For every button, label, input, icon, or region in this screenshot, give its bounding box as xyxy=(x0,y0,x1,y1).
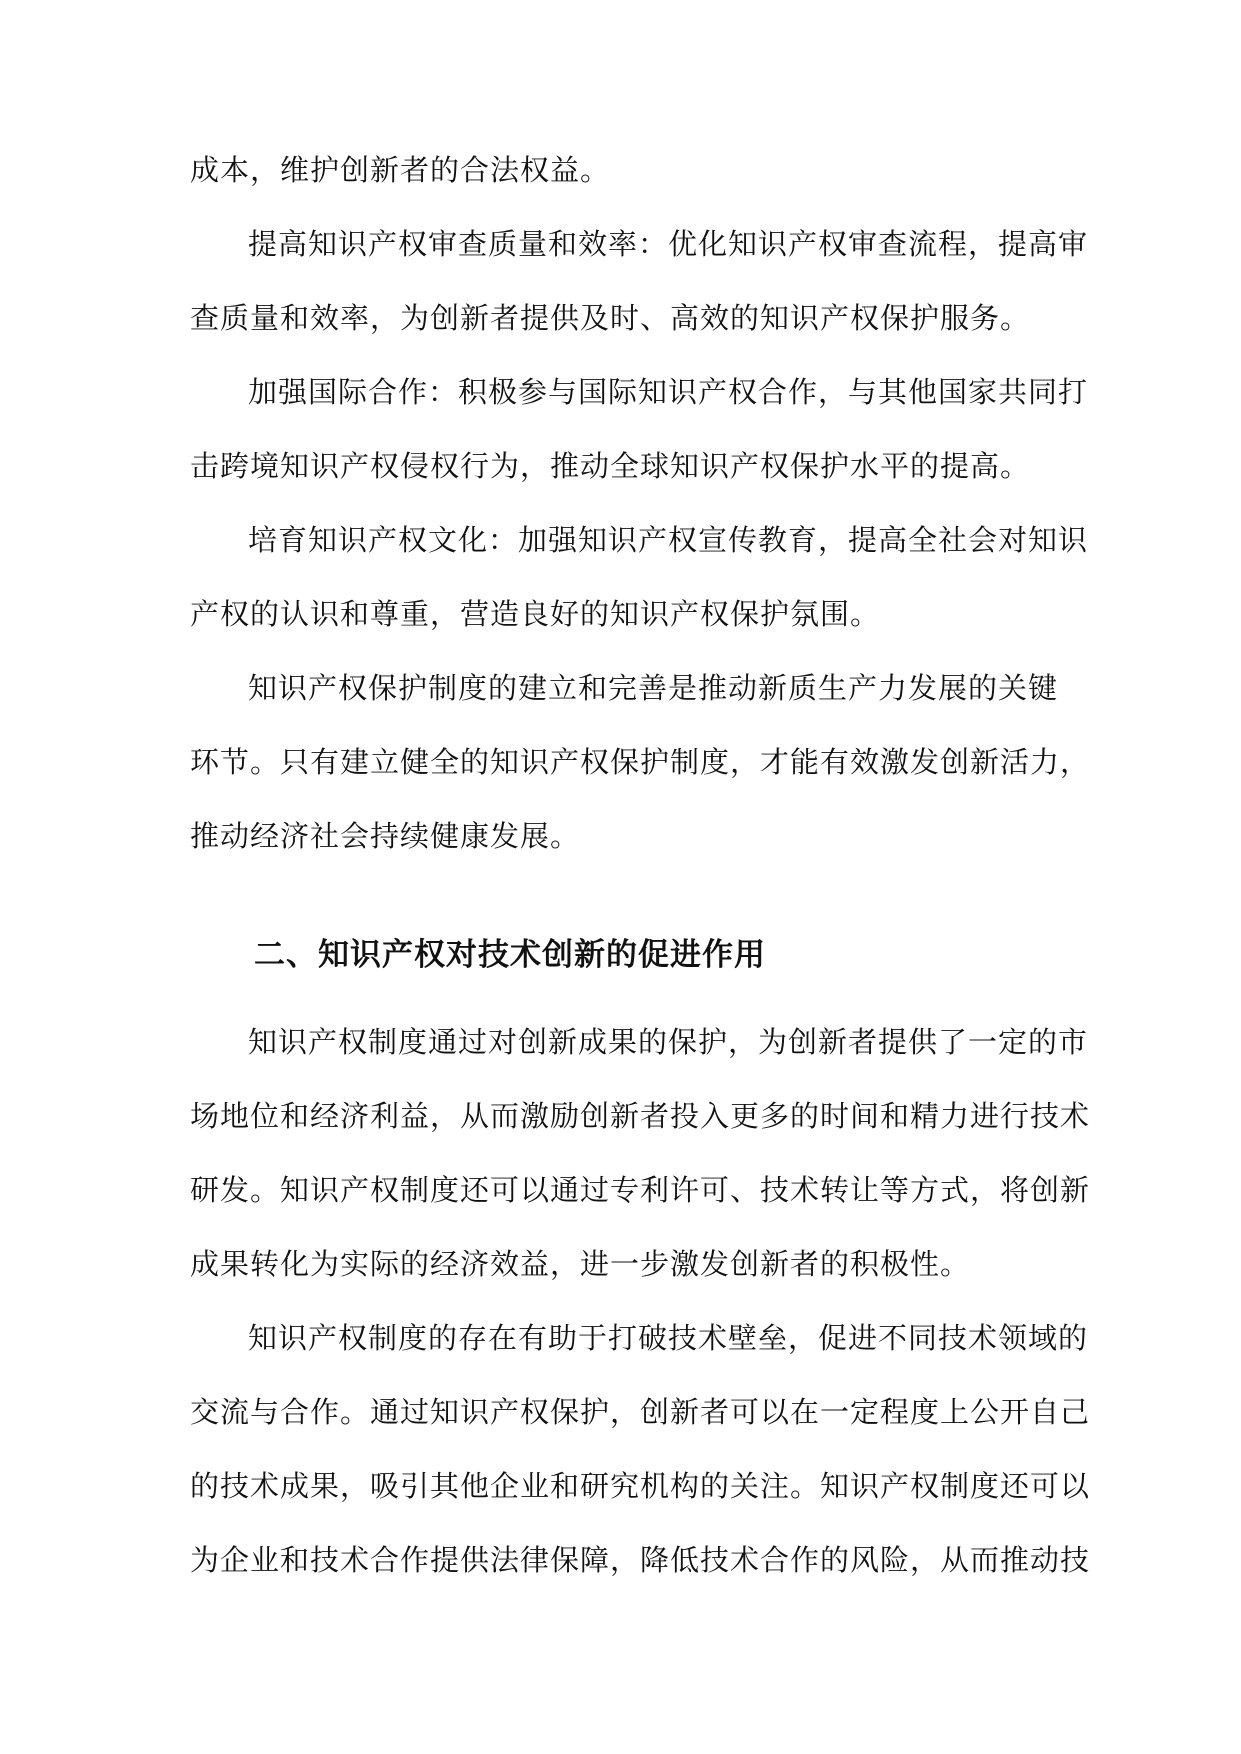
paragraph-line: 查质量和效率，为创新者提供及时、高效的知识产权保护服务。 xyxy=(190,301,1031,335)
paragraph-line: 产权的认识和尊重，营造良好的知识产权保护氛围。 xyxy=(190,597,881,631)
paragraph-line: 知识产权保护制度的建立和完善是推动新质生产力发展的关键 xyxy=(248,671,1059,705)
paragraph-line: 交流与合作。通过知识产权保护，创新者可以在一定程度上公开自己 xyxy=(190,1395,1091,1429)
paragraph-line: 场地位和经济利益，从而激励创新者投入更多的时间和精力进行技术 xyxy=(190,1099,1091,1133)
paragraph-line: 成果转化为实际的经济效益，进一步激发创新者的积极性。 xyxy=(190,1247,971,1281)
paragraph-line: 推动经济社会持续健康发展。 xyxy=(190,819,581,853)
paragraph-line: 加强国际合作：积极参与国际知识产权合作，与其他国家共同打 xyxy=(248,375,1089,409)
paragraph-line: 提高知识产权审查质量和效率：优化知识产权审查流程，提高审 xyxy=(248,227,1089,261)
paragraph-line: 击跨境知识产权侵权行为，推动全球知识产权保护水平的提高。 xyxy=(190,449,1031,483)
paragraph-line: 研发。知识产权制度还可以通过专利许可、技术转让等方式，将创新 xyxy=(190,1173,1091,1207)
paragraph-line: 培育知识产权文化：加强知识产权宣传教育，提高全社会对知识 xyxy=(248,523,1089,557)
section-heading: 二、知识产权对技术创新的促进作用 xyxy=(254,937,766,973)
paragraph-line: 知识产权制度的存在有助于打破技术壁垒，促进不同技术领域的 xyxy=(248,1321,1089,1355)
paragraph-line: 环节。只有建立健全的知识产权保护制度，才能有效激发创新活力， xyxy=(190,745,1091,779)
paragraph-line: 为企业和技术合作提供法律保障，降低技术合作的风险，从而推动技 xyxy=(190,1543,1091,1577)
paragraph-line: 成本，维护创新者的合法权益。 xyxy=(190,153,611,187)
paragraph-line: 的技术成果，吸引其他企业和研究机构的关注。知识产权制度还可以 xyxy=(190,1469,1091,1503)
paragraph-line: 知识产权制度通过对创新成果的保护，为创新者提供了一定的市 xyxy=(248,1025,1089,1059)
